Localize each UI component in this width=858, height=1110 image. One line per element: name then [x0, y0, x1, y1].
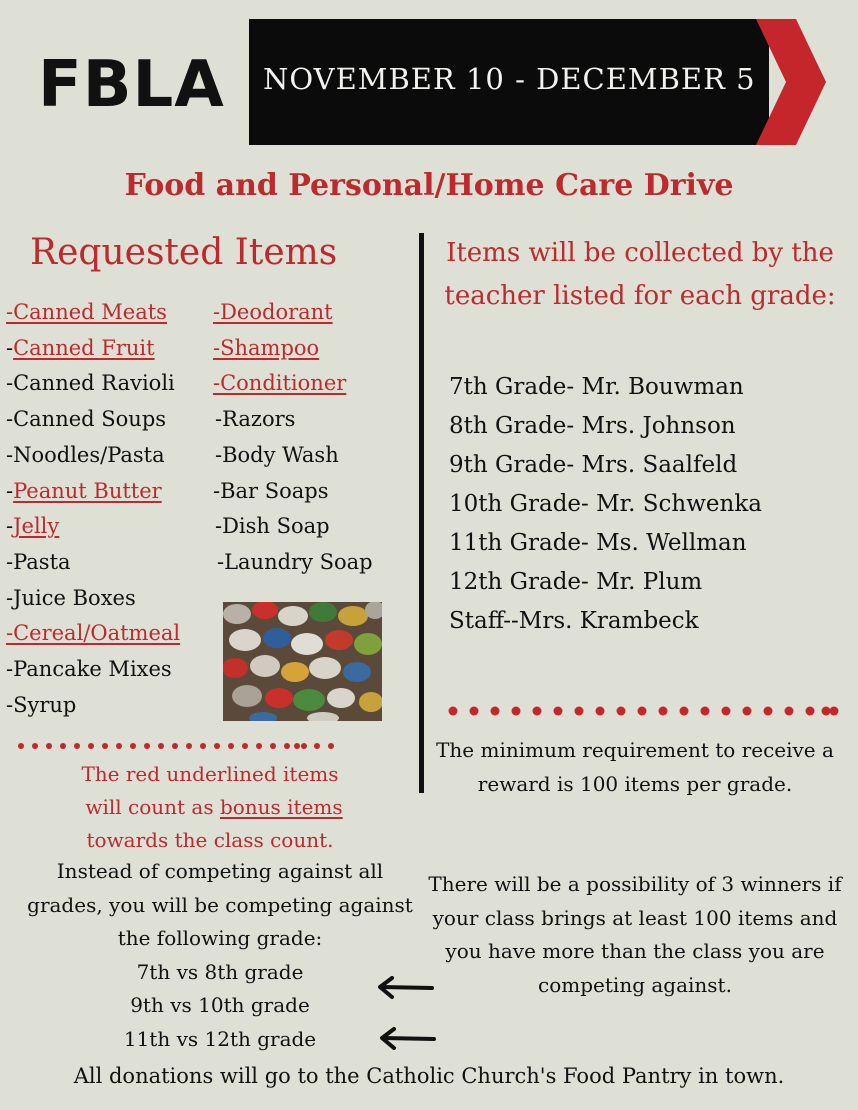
footer-note: All donations will go to the Catholic Church's Food Pantry in town.: [73, 1064, 785, 1088]
collection-intro: Items will be collected by the teacher listed for each grade:: [444, 238, 836, 311]
list-item: -Razors: [215, 407, 296, 432]
matchup: 11th vs 12th grade: [123, 1026, 317, 1051]
bonus-note-line: The red underlined items: [81, 762, 339, 786]
page-subtitle: Food and Personal/Home Care Drive: [124, 168, 734, 203]
list-item: 8th Grade- Mrs. Johnson: [449, 413, 736, 439]
grade-teacher-list: [449, 368, 762, 641]
list-item: -Canned Fruit: [6, 335, 155, 360]
dotted-divider-left: [18, 741, 334, 751]
date-range: NOVEMBER 10 - DECEMBER 5: [263, 62, 756, 96]
list-item: -Jelly: [6, 514, 60, 539]
bonus-note-line: will count as bonus items: [85, 795, 343, 819]
list-item: -Conditioner: [213, 371, 347, 396]
list-item: 9th Grade- Mrs. Saalfeld: [449, 452, 738, 478]
list-item: 10th Grade- Mr. Schwenka: [449, 491, 762, 517]
list-item: 11th Grade- Ms. Wellman: [449, 530, 747, 556]
minimum-requirement: The minimum requirement to receive a reward is 100 items per grade.: [436, 738, 834, 796]
list-item: -Noodles/Pasta: [6, 442, 165, 467]
arrow-left-icon: [378, 1026, 436, 1050]
winners-note: There will be a possibility of 3 winners if your class brings at least 100 items and you have more than the class you are competing against.: [428, 872, 842, 997]
vertical-divider: [419, 233, 424, 793]
competition-intro: Instead of competing against all grades, you will be competing against the following grade:: [27, 859, 413, 950]
list-item: Staff--Mrs. Krambeck: [449, 608, 699, 634]
list-item: 7th Grade- Mr. Bouwman: [449, 374, 744, 400]
dotted-divider-right: [446, 704, 842, 718]
matchup: 7th vs 8th grade: [136, 959, 304, 984]
list-item: -Pasta: [6, 549, 71, 574]
canned-goods-image: [223, 602, 382, 721]
list-item: -Shampoo: [213, 335, 320, 360]
list-item: -Laundry Soap: [217, 549, 373, 574]
list-item: -Juice Boxes: [6, 585, 136, 610]
list-item: -Syrup: [6, 692, 77, 717]
list-item: -Canned Ravioli: [6, 371, 175, 396]
personal-items-list: [213, 295, 373, 581]
list-item: -Deodorant: [213, 300, 333, 324]
chevron-right-icon: [756, 19, 826, 145]
competition-section: [20, 855, 420, 1056]
matchup: 9th vs 10th grade: [130, 993, 310, 1017]
bonus-note-line: towards the class count.: [86, 828, 334, 852]
list-item: -Body Wash: [215, 442, 339, 467]
list-item: -Dish Soap: [215, 514, 330, 539]
list-item: 12th Grade- Mr. Plum: [449, 569, 703, 595]
list-item: -Canned Meats: [6, 300, 167, 324]
list-item: -Peanut Butter: [6, 478, 162, 503]
bonus-note: [20, 758, 400, 857]
food-items-list: [6, 295, 180, 723]
list-item: -Pancake Mixes: [6, 657, 172, 682]
requested-items-title: Requested Items: [30, 232, 338, 273]
list-item: -Cereal/Oatmeal: [6, 621, 181, 646]
fbla-logo: FBLA: [38, 48, 225, 122]
list-item: -Canned Soups: [6, 407, 167, 432]
list-item: -Bar Soaps: [213, 478, 329, 503]
